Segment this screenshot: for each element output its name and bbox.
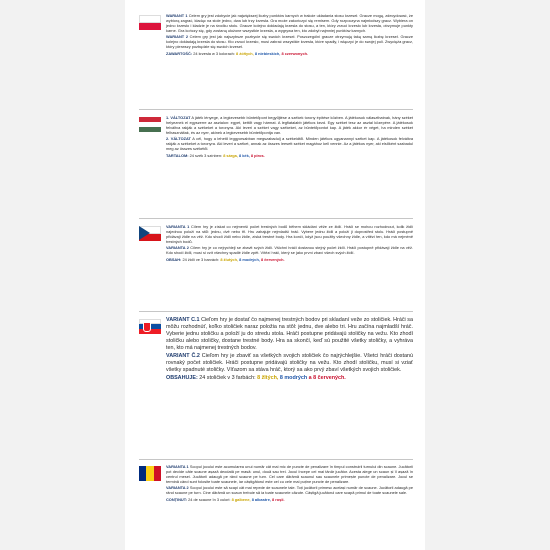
contents-blue: 8 niebieskich,	[254, 50, 281, 56]
divider	[139, 218, 413, 219]
contents-red: 8 červených.	[261, 256, 285, 262]
section-czech	[139, 224, 413, 308]
variant-1-text: Cieľom hry je dostať čo najmenej trestných bodov pri skladaní veže zo stoličiek. Hráči sa môžu rozhodnúť, koľko stoličiek naraz položia na stôl: jednu, dve alebo tri. Hru začína najmladší hráč. Vyberie jednu stoličku a položí ju do stredu stola. Hráči postupne pridávajú stoličky na vežu. Kto zhodí stoličku alebo stoličky, dostane trestné body. Hra sa skončí, keď sú použité všetky stoličky, a vyhráva ten, kto má najmenej trestných bodov.	[166, 317, 413, 351]
contents-yellow: 8 galbene,	[231, 496, 251, 502]
contents-blue: 8 modrých	[279, 375, 308, 382]
contents-text: 24 stoličiek v 3 farbách:	[199, 375, 256, 382]
variant-2-label: VARIANT Č.2	[166, 353, 200, 360]
contents-red: a 8 červených.	[308, 375, 346, 382]
contents-yellow: 8 żółtych,	[236, 50, 254, 56]
variant-1-label: VARIANTA 1	[166, 464, 189, 469]
contents-label: TARTALOM:	[166, 152, 189, 158]
variant-2-label: 2. VÁLTOZAT	[166, 136, 191, 142]
section-polish	[139, 13, 413, 106]
contents-red: 8 roșii.	[272, 496, 285, 502]
section-text	[166, 224, 413, 262]
variant-2-text: Scopul jocului este să scapi cât mai repede de scaunele tale. Toți jucătorii primesc același număr de scaune. Jucătorii adaugă pe rând scaune pe turn. Cine dărâmă un scaun trebuie să ia toate scaunele căzute. Câștigă jucătorul care scapă primul de toate scaunele sale.	[166, 485, 413, 496]
contents-blue: 8 albastre,	[251, 496, 271, 502]
hungary-flag-icon	[139, 117, 161, 132]
variant-1-text: Cílem hry je získat co nejmenší počet trestných bodů během skládání věže ze židlí. Hráči se mohou rozhodnout, kolik židlí najednou položí na stůl: jednu, dvě nebo tři. Hru zahajuje nejmladší hráč. Vybere jednu židli a položí ji doprostřed stolu. Hráči postupně přidávají židle na věž. Kdo shodí židli nebo židle, získá trestné body. Hra končí, když jsou použity všechny židle, a vítězí ten, kdo má nejméně trestných bodů.	[166, 224, 413, 245]
variant-1-text: A játék lényege, a legkevesebb büntetőpont begyűjtése a székek torony építése közben. A játékosok választhatnak, hány széket helyeznek el egyszerre az asztalon: egyet, kettőt vagy hármat. A legfiatalabb játékos kezd. Egy széket tesz az asztal közepére. A játékosok felváltva rakják a székeket a toronyra. Aki leveri a széket vagy székeket, az büntetőpontot kap. A játék akkor ér véget, ha minden széket felhasználtak, és az nyer, akinek a legkevesebb büntetőpontja van.	[166, 115, 413, 136]
poland-flag-icon	[139, 15, 161, 30]
section-hungarian	[139, 115, 413, 215]
contents-blue: 8 kék,	[239, 152, 250, 158]
czech-flag-icon	[139, 226, 161, 241]
variant-2-label: WARIANT 2	[166, 34, 188, 40]
instruction-page	[125, 0, 425, 550]
variant-2-text: A cél, hogy a lehető leggyorsabban megszabadulj a székeidtől. Minden játékos ugyanannyi széket kap. A játékosok felváltva rakják a székeket a toronyra. Aki leveri a széket, annak az összes leesett széket magához kell vennie. Az a játékos nyer, aki elsőként szabadul meg az összes székétől.	[166, 136, 413, 152]
divider	[139, 311, 413, 312]
contents-text: 24 krzesła w 3 kolorach:	[193, 50, 235, 56]
variant-1-text: Scopul jocului este acumularea unui număr cât mai mic de puncte de penalizare în timpul construirii turnului din scaune. Jucătorii pot decide câte scaune așază deodată pe masă: unul, două sau trei. Jocul începe cel mai tânăr jucător. Acesta alege un scaun și îl așază în centrul mesei. Jucătorii adaugă pe rând scaune pe turn. Cel care dărâmă scaunul sau scaunele primește puncte de penalizare. Jocul se termină când sunt folosite toate scaunele, iar câștigătorul este cel cu cele mai puține puncte de penalizare.	[166, 464, 413, 485]
section-romanian	[139, 464, 413, 548]
contents-label: OBSAHUJE:	[166, 375, 198, 382]
variant-1-label: WARIANT 1	[166, 13, 188, 18]
section-text	[166, 317, 413, 382]
variant-2-label: VARIANTA 2	[166, 245, 189, 251]
contents-text: 24 szék 3 színben:	[189, 152, 223, 158]
contents-text: 24 de scaune în 3 culori:	[188, 496, 231, 502]
contents-yellow: 8 žlutých,	[220, 256, 239, 262]
contents-label: OBSAH:	[166, 256, 182, 262]
divider	[139, 459, 413, 460]
variant-1-label: 1. VÁLTOZAT	[166, 115, 191, 120]
romania-flag-icon	[139, 466, 161, 481]
contents-yellow: 8 žltých,	[257, 375, 279, 382]
variant-1-label: VARIANT Č.1	[166, 317, 200, 323]
section-slovak	[139, 317, 413, 457]
divider	[139, 109, 413, 110]
variant-2-text: Cílem hry je co nejrychleji se zbavit svých židlí. Všichni hráči dostanou stejný počet židlí. Hráči postupně přidávají židle na věž. Kdo shodí židli, musí si vzít všechny spadlé židle zpět. Vítězí hráč, který se jako první zbaví všech svých židlí.	[166, 245, 413, 256]
coat-of-arms-icon	[143, 322, 151, 332]
variant-2-text: Cieľom hry je zbaviť sa všetkých svojich stoličiek čo najrýchlejšie. Všetci hráči dostanú rovnaký počet stoličiek. Hráči postupne pridávajú stoličky na vežu. Kto zhodí stoličku, musí si vziať všetky spadnuté stoličky. Víťazom sa stáva hráč, ktorý sa ako prvý zbaví všetkých svojich stoličiek.	[166, 353, 413, 374]
variant-1-label: VARIANTA 1	[166, 224, 190, 229]
contents-yellow: 8 sárga,	[223, 152, 238, 158]
contents-label: CONȚINUT:	[166, 496, 187, 502]
section-text	[166, 464, 413, 502]
contents-text: 24 židlí ve 3 barvách:	[182, 256, 220, 262]
section-text	[166, 115, 413, 158]
variant-1-text: Celem gry jest zdobycie jak największej liczby punktów karnych w trakcie układania stosu krzeseł. Gracze mogą, zdecydować, że wybiorą zagrać, kładąc na stole jedno, dwa lub trzy krzesła. Gra może zakończyć się remisem. Gdy rozpoczyna najmłodszy gracz. Wybiera on jedno krzesło i kładzie je na środku stołu. Gracze kolejno dokładają krzesła do stosu, a ten, który zrzuci krzesło lub krzesła, otrzymuje punkty karne. Gra kończy się, gdy zostaną ułożone wszystkie krzesła, a wygrywa ten, kto zdobył najmniej punktów karnych.	[166, 13, 413, 34]
section-text	[166, 13, 413, 56]
slovakia-flag-icon	[139, 319, 161, 334]
contents-blue: 8 modrých,	[239, 256, 260, 262]
contents-red: 8 piros.	[250, 152, 265, 158]
variant-2-label: VARIANTA 2	[166, 485, 189, 491]
contents-label: ZAWARTOŚĆ:	[166, 50, 193, 56]
contents-red: 8 czerwonych.	[281, 50, 309, 56]
variant-2-text: Celem gry jest jak najszybsze pozbycie się swoich krzeseł. Poszczególni gracze otrzymują taką samą liczbę krzeseł. Gracze kolejno dokładają krzesła do stosu. Kto zrzuci krzesło, musi zabrać wszystkie krzesła, które spadły, i włączyć je do swojej puli. Zwycięża gracz, który pierwszy pozbędzie się swoich krzeseł.	[166, 34, 413, 50]
